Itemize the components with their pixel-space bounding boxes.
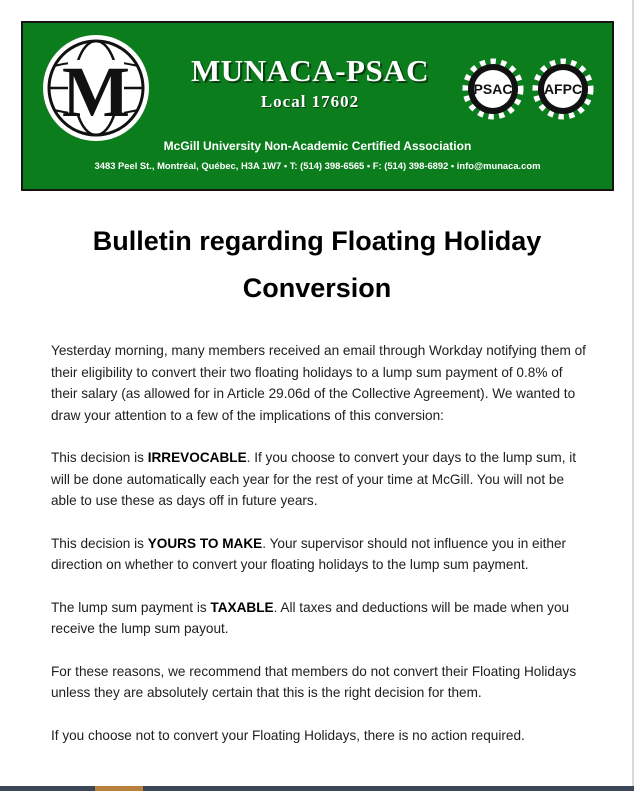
paragraph-lead: This decision is [51, 535, 148, 551]
recommendation-paragraph: For these reasons, we recommend that members do not convert their Floating Holidays unless they are absolutely certain that this is the right decision for them. [51, 663, 577, 700]
org-name: MUNACA-PSAC [191, 53, 429, 88]
paragraph-lead: This decision is [51, 450, 148, 465]
closing-paragraph: If you choose not to convert your Floating Holidays, there is no action required. [51, 727, 525, 743]
bulletin-body [51, 340, 591, 767]
afpc-label: AFPC [543, 81, 583, 97]
psac-label: PSAC [473, 81, 513, 97]
contact-info: 3483 Peel St., Montréal, Québec, H3A 1W7 • T: (514) 398-6565 • F: (514) 398-6892 • info@munaca.com [94, 160, 541, 171]
association-name: McGill University Non-Academic Certified Association [163, 139, 472, 153]
taxable-paragraph [51, 597, 591, 640]
emphasis-irrevocable: IRREVOCABLE [147, 450, 247, 465]
yours-to-make-paragraph [51, 533, 591, 576]
psac-gear-badge [461, 57, 525, 121]
paragraph-rest: . If you choose to convert your days to the lump sum, it will be done automatically each year for the rest of your time at McGill. You will not be able to use these as days off in future years. [51, 450, 577, 508]
munaca-globe-logo [42, 34, 150, 142]
header-banner [21, 21, 614, 191]
intro-paragraph: Yesterday morning, many members received an email through Workday notifying them of their eligibility to convert their two floating holidays to a lump sum payment of 0.8% of their salary (as allowed for in Article 29.06d of the Collective Agreement). We wanted to draw your attention to a few of the implications of this conversion: [51, 343, 586, 423]
emphasis-taxable: TAXABLE [210, 599, 274, 615]
local-number: Local 17602 [260, 92, 360, 111]
logo-letter: M [62, 52, 130, 132]
paragraph-lead: The lump sum payment is [51, 599, 211, 615]
paragraph-rest: . All taxes and deductions will be made when you receive the lump sum payout. [51, 599, 570, 636]
emphasis-yours-to-make: YOURS TO MAKE [147, 535, 263, 551]
paragraph-rest: . Your supervisor should not influence you in either direction on whether to convert your floating holidays to the lump sum payment. [51, 535, 567, 572]
afpc-gear-badge [531, 57, 595, 121]
page-title: Bulletin regarding Floating Holiday Conversion [92, 226, 542, 303]
irrevocable-paragraph [51, 447, 591, 512]
footer-accent [95, 786, 143, 791]
